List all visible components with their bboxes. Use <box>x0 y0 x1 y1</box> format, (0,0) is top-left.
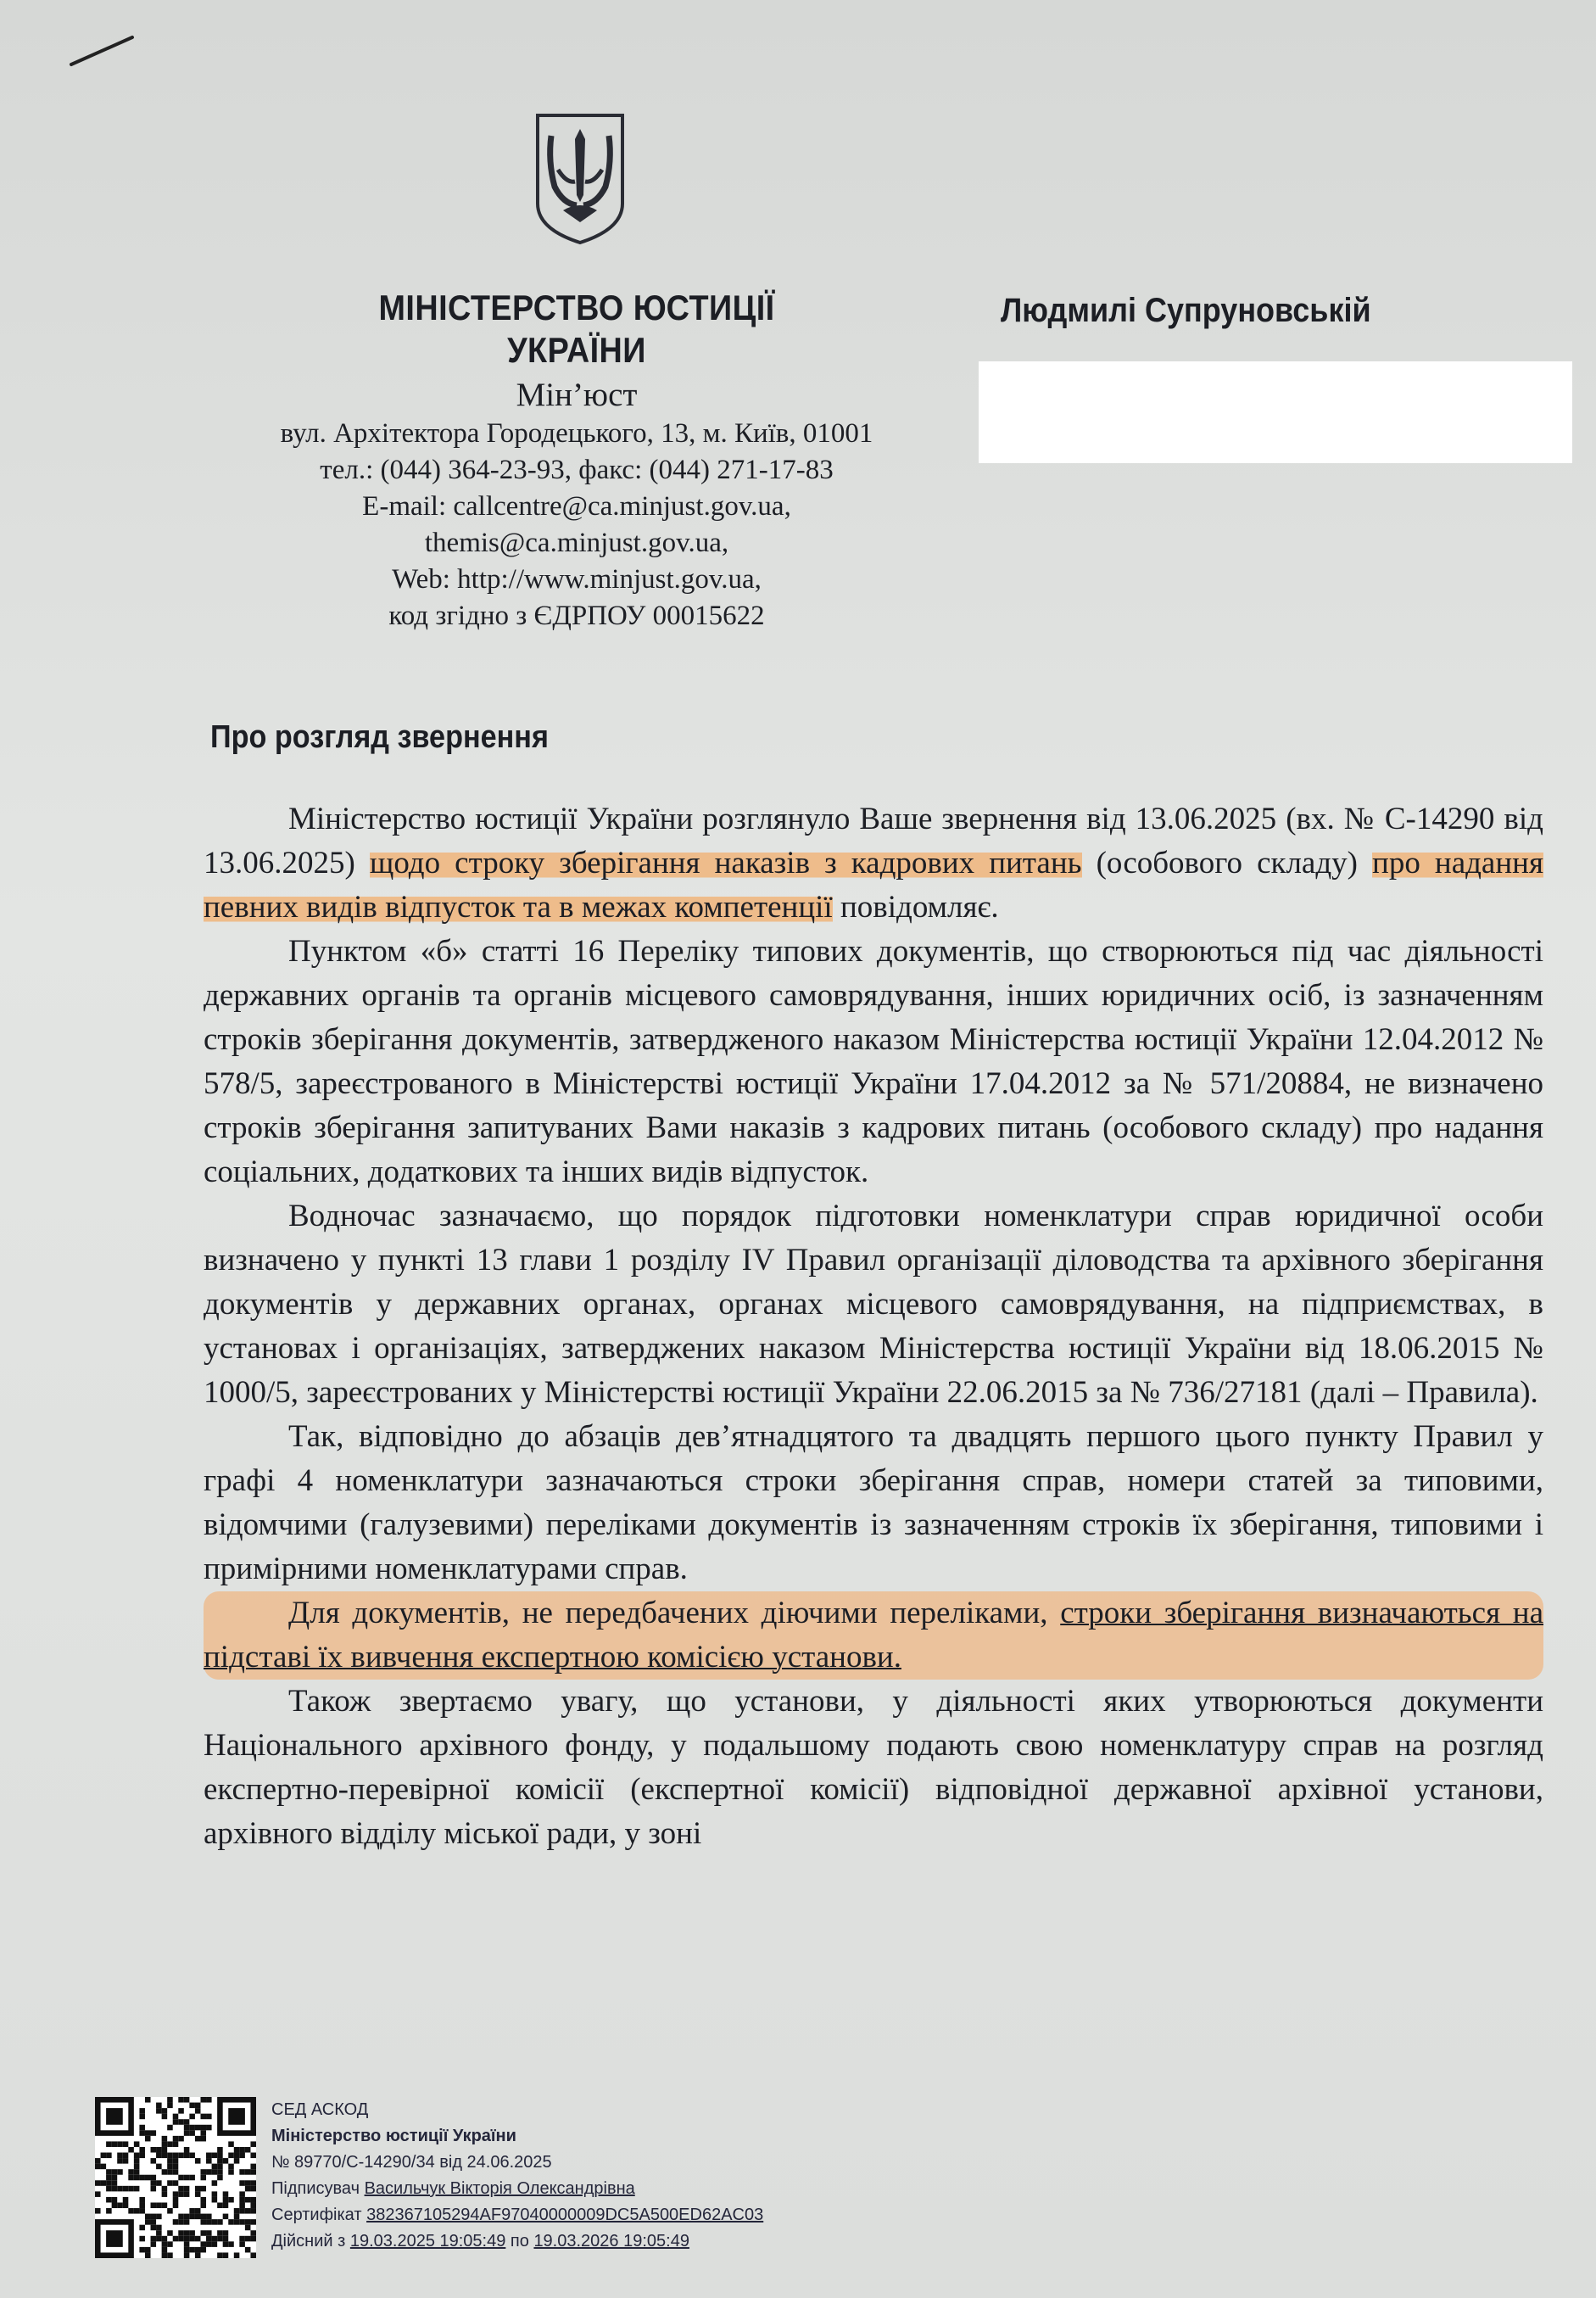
ministry-short-name: Мін’юст <box>516 377 638 413</box>
stamp-cert-row <box>271 2202 1035 2228</box>
stamp-valid-to-label: по <box>510 2232 529 2250</box>
stamp-signer-row <box>271 2176 1035 2202</box>
p5-underlined: строки зберігання визначаються на підставі їх вивчення експертною комісією установи. <box>204 1596 1544 1675</box>
stamp-valid-to: 19.03.2026 19:05:49 <box>533 2232 689 2250</box>
stamp-signer-label: Підписувач <box>271 2179 360 2198</box>
ministry-email-2: themis@ca.minjust.gov.ua, <box>424 528 729 558</box>
paragraph-3: Водночас зазначаємо, що порядок підготовки номенклатури справ юридичної особи визначено у пункті 13 глави 1 розділу IV Правил організації діловодства та архівного зберігання документів у державних органах, органах місцевого самоврядування, на підприємствах, в установах і організаціях, затверджених наказом Міністерства юстиції України від 18.06.2015 № 1000/5, зареєстрованих у Міністерстві юстиції України 22.06.2015 за № 736/27181 (далі – Правила). <box>204 1199 1543 1410</box>
paragraph-1 <box>204 797 1543 930</box>
ministry-header <box>170 287 984 635</box>
p1-text-a: Міністерство юстиції України розглянуло Ваше звернення від 13.06.2025 (вх. № С-14290 від 13.06.2025) <box>204 802 1543 881</box>
recipient-name: Людмилі Супруновській <box>1001 292 1371 329</box>
letter-body <box>204 797 1543 1856</box>
ministry-name-line1: МІНІСТЕРСТВО ЮСТИЦІЇ <box>378 288 775 327</box>
stamp-system: СЕД АСКОД <box>271 2100 369 2119</box>
ministry-phone: тел.: (044) 364-23-93, факс: (044) 271-17-83 <box>320 455 834 485</box>
qr-code <box>95 2097 256 2258</box>
p1-text-e: повідомляє. <box>832 890 999 925</box>
stamp-valid-label: Дійсний з <box>271 2232 346 2250</box>
paragraph-4: Так, відповідно до абзаців дев’ятнадцятого та двадцять першого цього пункту Правил у графі 4 номенклатури зазначаються строки зберігання справ, номери статей за типовими, відомчими (галузевими) переліками документів із зазначенням строків їх зберігання, типовими і примірними номенклатурами справ. <box>204 1419 1543 1586</box>
paragraph-6: Також звертаємо увагу, що установи, у діяльності яких утворюються документи Національного архівного фонду, у подальшому подають свою номенклатуру справ на розгляд експертно-перевірної комісії (експертної комісії) відповідної державної архівної установи, архівного відділу міської ради, у зоні <box>204 1684 1543 1851</box>
stamp-valid-row <box>271 2228 1035 2255</box>
ministry-name-line2: УКРАЇНИ <box>507 330 646 370</box>
stamp-cert: 382367105294AF97040000009DC5A500ED62AC03 <box>366 2206 764 2224</box>
stamp-cert-label: Сертифікат <box>271 2206 362 2224</box>
p5-text-a: Для документів, не передбачених діючими переліками, <box>288 1596 1061 1630</box>
letter-subject: Про розгляд звернення <box>210 719 549 755</box>
ministry-email-1: E-mail: callcentre@ca.minjust.gov.ua, <box>362 491 791 522</box>
stamp-number: № 89770/С-14290/34 від 24.06.2025 <box>271 2153 552 2172</box>
stamp-org: Міністерство юстиції України <box>271 2127 516 2145</box>
ministry-edrpou: код згідно з ЄДРПОУ 00015622 <box>388 601 765 631</box>
redacted-address-block <box>979 361 1572 463</box>
paragraph-5-highlighted <box>204 1591 1543 1680</box>
ministry-address: вул. Архітектора Городецького, 13, м. Київ, 01001 <box>280 418 873 449</box>
ministry-web: Web: http://www.minjust.gov.ua, <box>392 564 762 595</box>
p1-highlight-a: щодо строку зберігання наказів з кадрових питань <box>369 846 1082 881</box>
stamp-valid-from: 19.03.2025 19:05:49 <box>349 2232 506 2250</box>
e-signature-stamp <box>271 2097 1035 2255</box>
p1-text-c: (особового складу) <box>1081 846 1373 881</box>
p1-highlight-b: про надання певних видів відпусток та в межах компетенції <box>204 846 1543 925</box>
stamp-signer: Васильчук Вікторія Олександрівна <box>364 2179 635 2198</box>
pen-mark <box>68 34 136 68</box>
paragraph-2: Пунктом «б» статті 16 Переліку типових документів, що створюються під час діяльності державних органів та органів місцевого самоврядування, інших юридичних осіб, із зазначенням строків зберігання документів, затвердженого наказом Міністерства юстиції України 12.04.2012 № 578/5, зареєстрованого в Міністерстві юстиції України 17.04.2012 за № 571/20884, не визначено строків зберігання запитуваних Вами наказів з кадрових питань (особового складу) про надання соціальних, додаткових та інших видів відпусток. <box>204 934 1543 1189</box>
trident-emblem-icon <box>533 110 628 246</box>
